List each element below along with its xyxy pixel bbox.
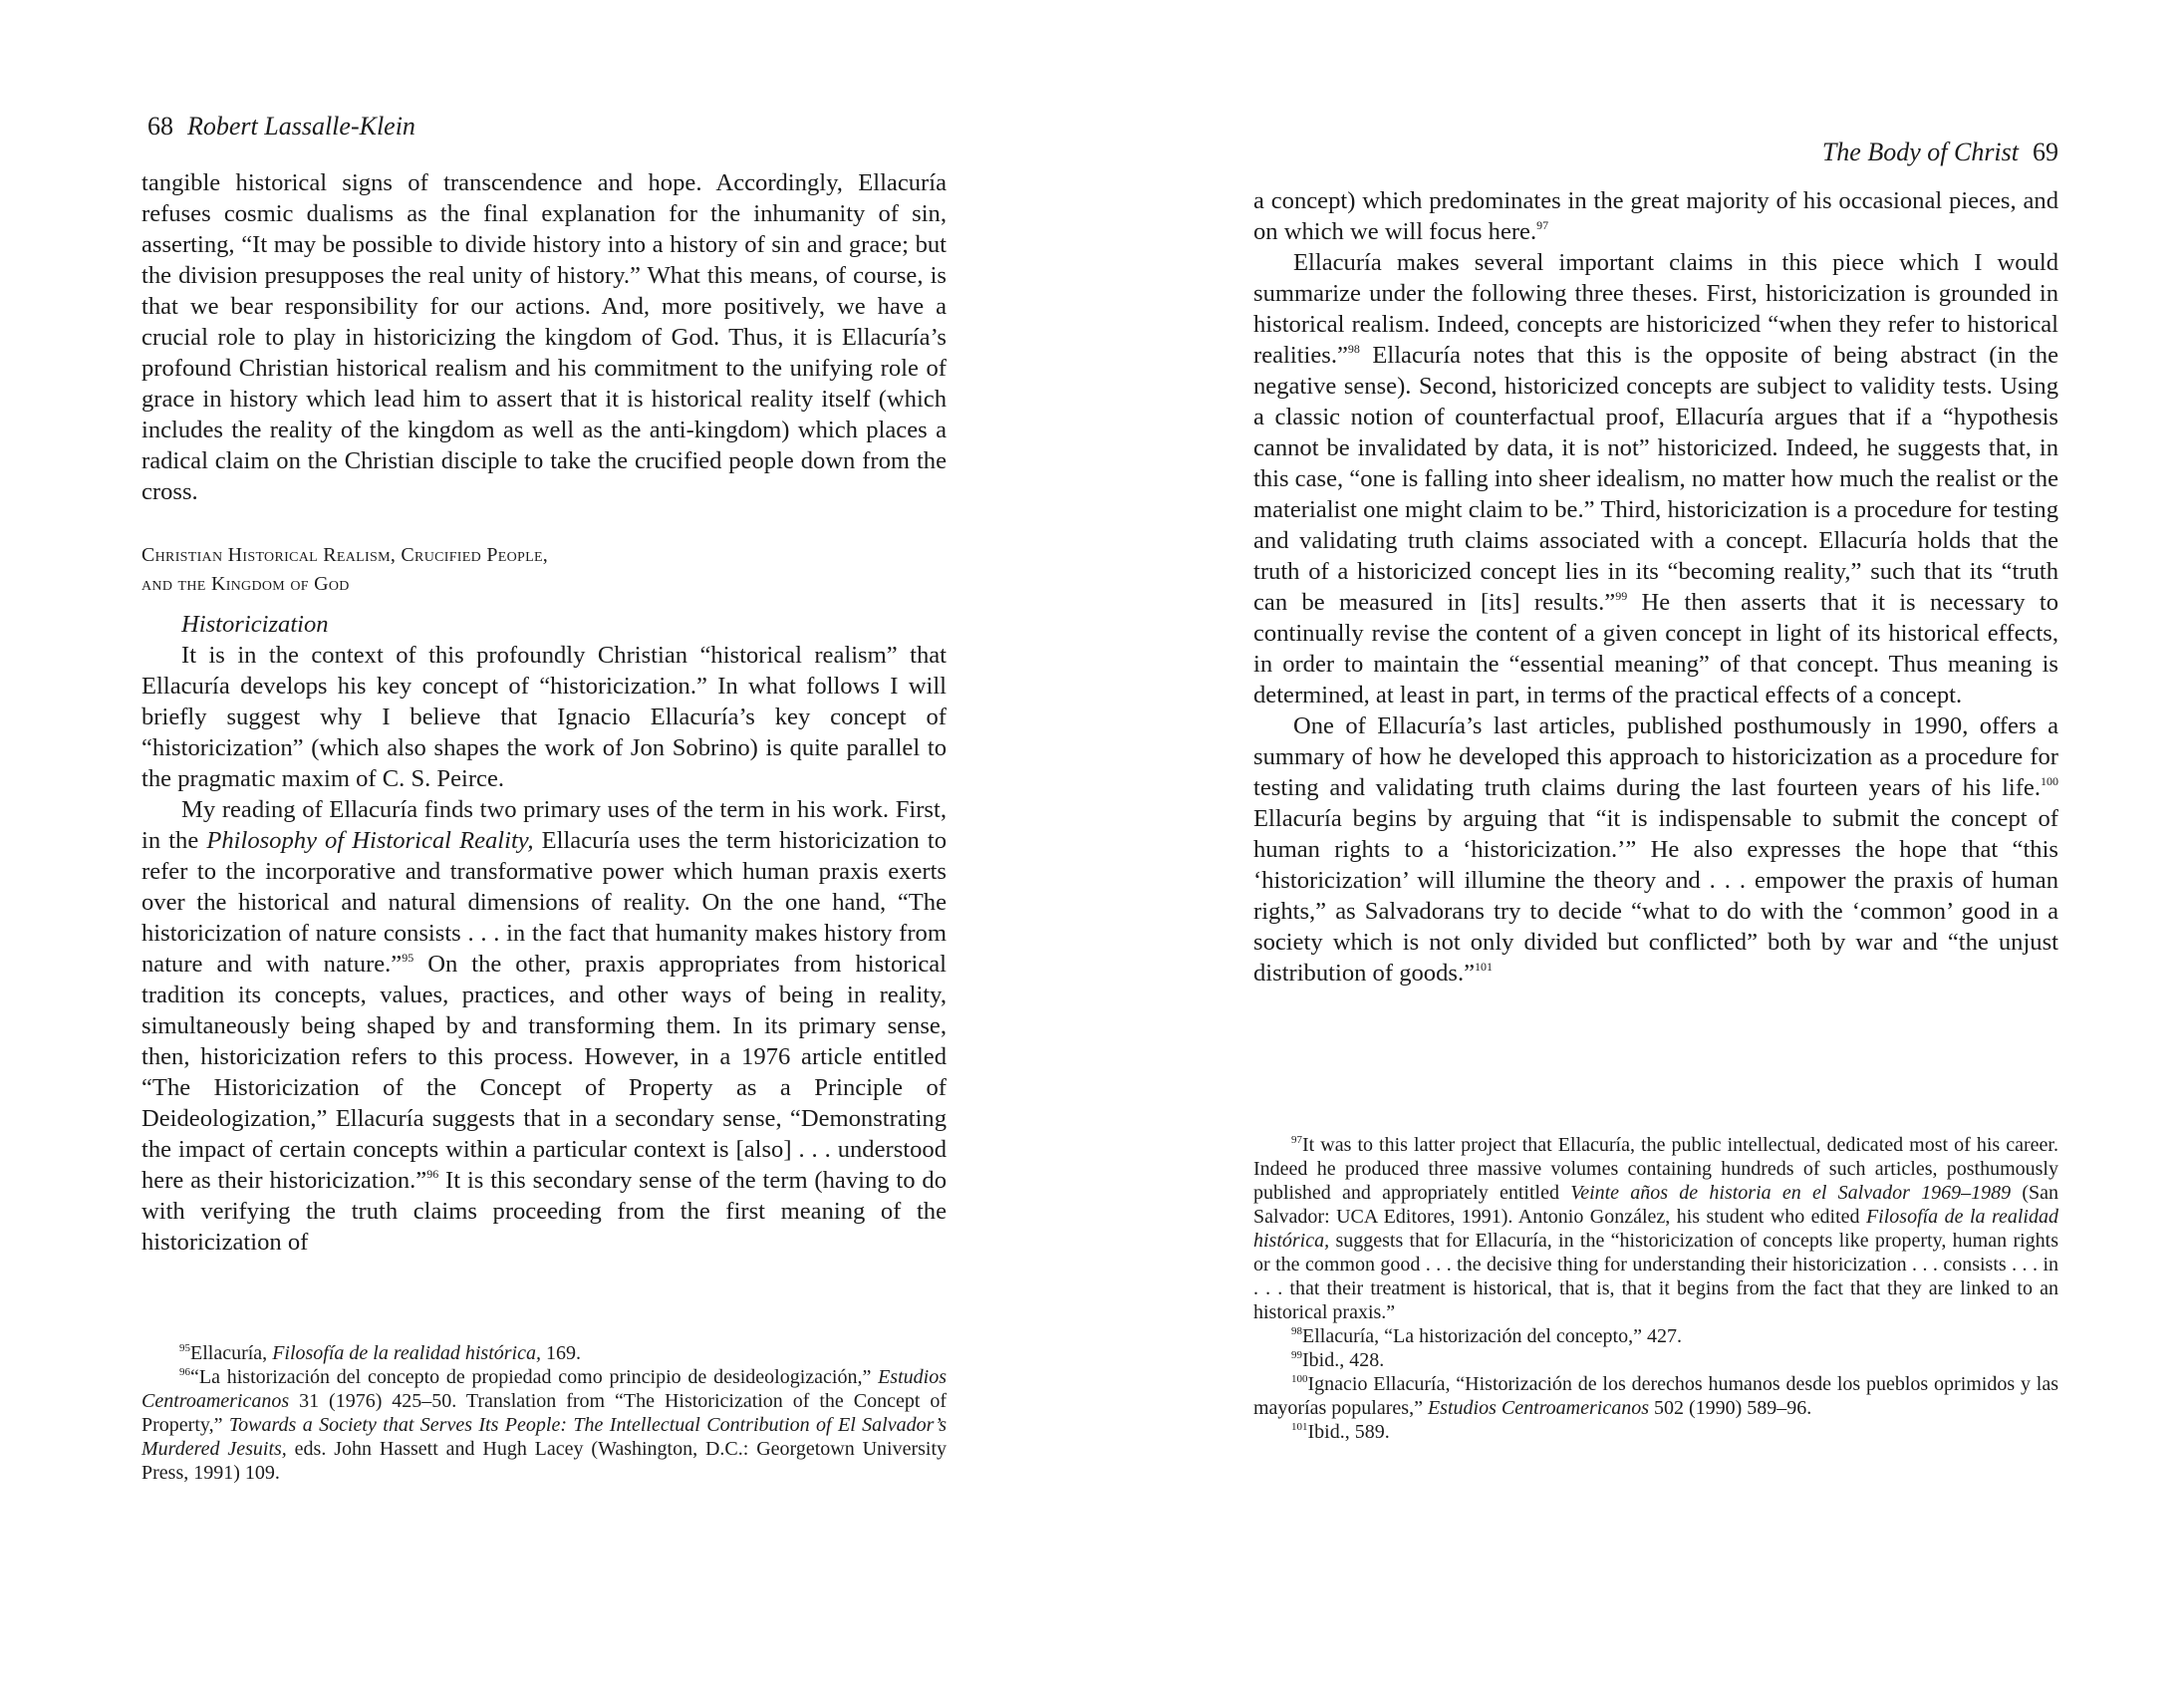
paragraph xyxy=(141,794,947,1258)
text-run: One of Ellacuría’s last articles, published posthumously in 1990, offers a summary of how he developed this approach to historicization as a procedure for testing and validating truth claims during the last fourteen years of his life. xyxy=(1253,712,2058,801)
text-run: Ellacuría notes that this is the opposite of being abstract (in the negative sense). Second, historicized concepts are subject to validity tests. Using a classic notion of counterfactual proof, Ellacuría argues that if a “hypothesis cannot be invalidated by data, it is not” historicized. Indeed, he suggests that, in this case, “one is falling into sheer idealism, no matter how much the realist or the materialist one might claim to be.” Third, historicization is a procedure for testing and validating truth claims associated with a concept. Ellacuría holds that the truth of a historicized concept lies in its “becoming reality,” such that its “truth can be measured in [its] results.” xyxy=(1253,342,2058,616)
text-run: Ibid., 589. xyxy=(1307,1421,1390,1443)
footnote-ref[interactable]: 100 xyxy=(2041,774,2058,788)
text-run: Ibid., 428. xyxy=(1302,1349,1385,1371)
paragraph xyxy=(1253,185,2058,247)
journal-title: Estudios Centroamericanos xyxy=(141,1366,947,1412)
footnote-ref[interactable]: 99 xyxy=(1615,589,1628,603)
text-run: Ellacuría begins by arguing that “it is indispensable to submit the concept of human rights to a ‘historicization.’” He also expresses the hope that “this ‘historicization’ will illumine the theory and . . . empower the praxis of human rights,” as Salvadorans try to decide “what to do with the ‘common’ good in a society which is not only divided but conflicted” both by war and “the unjust distribution of goods.” xyxy=(1253,805,2058,987)
text-run: a concept) which predominates in the great majority of his occasional pieces, and on which we will focus here. xyxy=(1253,187,2058,245)
work-title: Veinte años de historia en el Salvador 1969–1989 xyxy=(1570,1182,2012,1204)
footnote-ref[interactable]: 97 xyxy=(1536,218,1549,232)
footnote-number: 99 xyxy=(1291,1349,1302,1361)
text-run: It was to this latter project that Ellacuría, the public intellectual, dedicated most of his career. Indeed he produced three massive volumes containing hundreds of such articles, posthumously published and appropriately entitled xyxy=(1253,1134,2058,1204)
left-page xyxy=(141,0,947,1698)
footnote xyxy=(1253,1372,2058,1420)
paragraph xyxy=(1253,247,2058,710)
subsection-heading: Historicization xyxy=(181,611,329,638)
page-number-left: 68 xyxy=(147,112,173,141)
footnotes-right xyxy=(1253,1133,2058,1444)
journal-title: Estudios Centroamericanos xyxy=(1427,1397,1649,1419)
footnote-number: 98 xyxy=(1291,1325,1302,1337)
footnote-number: 97 xyxy=(1291,1134,1302,1146)
text-run: “La historización del concepto de propiedad como principio de desideologización,” xyxy=(190,1366,879,1388)
text-run: Ellacuría makes several important claims in this piece which I would summarize under the following three theses. First, historicization is grounded in historical realism. Indeed, concepts are historicized “when they refer to historical realities.” xyxy=(1253,249,2058,369)
work-title: Filosofía de la realidad histórica, xyxy=(272,1342,541,1364)
footnote xyxy=(1253,1348,2058,1372)
text-run: Ellacuría uses the term historicization to refer to the incorporative and transformative power which human praxis exerts over the historical and natural dimensions of reality. On the one hand, “The historicization of nature consists . . . in the fact that humanity makes history from nature and with nature.” xyxy=(141,827,947,978)
footnote-ref[interactable]: 101 xyxy=(1475,960,1494,974)
footnotes-left xyxy=(141,1341,947,1485)
text-run: Ellacuría, xyxy=(190,1342,273,1364)
text-run: 502 (1990) 589–96. xyxy=(1648,1397,1812,1419)
text-run: eds. John Hassett and Hugh Lacey (Washington, D.C.: Georgetown University Press, 1991) 109. xyxy=(141,1438,948,1484)
work-title: Filosofía de la realidad histórica, xyxy=(1253,1206,2058,1252)
body-text-right xyxy=(1253,185,2058,989)
text-run: He then asserts that it is necessary to continually revise the content of a given concept in light of its historical effects, in order to maintain the “essential meaning” of that concept. Thus meaning is determined, at least in part, in terms of the practical effects of a concept. xyxy=(1253,589,2058,708)
section-heading-line: and the Kingdom of God xyxy=(141,573,350,595)
footnote xyxy=(1253,1420,2058,1444)
text-run: suggests that for Ellacuría, in the “historicization of concepts like property, human rights or the common good . . . the decisive thing for understanding their historicization . . . consists . . . in . . . that their treatment is historical, that is, that it begins from the fact that they are linked to an historical praxis.” xyxy=(1253,1230,2058,1323)
text-run: Ignacio Ellacuría, “Historización de los derechos humanos desde los pueblos oprimidos y las mayorías populares,” xyxy=(1253,1373,2058,1419)
section-heading xyxy=(141,541,947,599)
footnote xyxy=(141,1365,947,1485)
text-run: My reading of Ellacuría finds two primary uses of the term in his work. First, in the xyxy=(141,796,947,854)
work-title: Towards a Society that Serves Its People: The Intellectual Contribution of El Salvador’s Murdered Jesuits, xyxy=(141,1414,947,1460)
text-run: 31 (1976) 425–50. Translation from “The Historicization of the Concept of Property,” xyxy=(141,1390,947,1436)
body-text-left xyxy=(141,167,947,1258)
footnote xyxy=(1253,1324,2058,1348)
paragraph: tangible historical signs of transcendence and hope. Accordingly, Ellacuría refuses cosmic dualisms as the final explanation for the inhumanity of sin, asserting, “It may be possible to divide history into a history of sin and grace; but the division presupposes the real unity of history.” What this means, of course, is that we bear responsibility for our actions. And, more positively, we have a crucial role to play in historicizing the kingdom of God. Thus, it is Ellacuría’s profound Christian historical realism and his commitment to the unifying role of grace in history which lead him to assert that it is historical reality itself (which includes the reality of the kingdom as well as the anti-kingdom) which places a radical claim on the Christian disciple to take the crucified people down from the cross. xyxy=(141,169,947,505)
right-page xyxy=(1253,0,2058,1698)
footnote-number: 101 xyxy=(1291,1421,1308,1433)
paragraph xyxy=(1253,710,2058,989)
running-head-book-title: The Body of Christ xyxy=(1821,138,2019,166)
footnote-ref[interactable]: 98 xyxy=(1347,342,1360,356)
footnote xyxy=(1253,1133,2058,1324)
footnote-ref[interactable]: 95 xyxy=(402,951,414,965)
text-run: 169. xyxy=(541,1342,581,1364)
running-head-left xyxy=(147,112,415,142)
paragraph: It is in the context of this profoundly Christian “historical realism” that Ellacuría develops his key concept of “historicization.” In what follows I will briefly suggest why I believe that Ignacio Ellacuría’s key concept of “historicization” (which also shapes the work of Jon Sobrino) is quite parallel to the pragmatic maxim of C. S. Peirce. xyxy=(141,642,947,792)
work-title: Philosophy of Historical Reality, xyxy=(206,827,534,854)
footnote-number: 100 xyxy=(1291,1373,1308,1385)
page-number-right: 69 xyxy=(2033,138,2058,166)
running-head-author: Robert Lassalle-Klein xyxy=(187,112,415,141)
text-run: On the other, praxis appropriates from historical tradition its concepts, values, practices, and other ways of being in reality, simultaneously being shaped by and transforming them. In its primary sense, then, historicization refers to this process. However, in a 1976 article entitled “The Historicization of the Concept of Property as a Principle of Deideologization,” Ellacuría suggests that in a secondary sense, “Demonstrating the impact of certain concepts within a particular context is [also] . . . understood here as their historicization.” xyxy=(141,951,947,1194)
footnote xyxy=(141,1341,947,1365)
text-run: Ellacuría, “La historización del concepto,” 427. xyxy=(1302,1325,1682,1347)
footnote-ref[interactable]: 96 xyxy=(426,1167,439,1181)
text-run: (San Salvador: UCA Editores, 1991). Antonio González, his student who edited xyxy=(1253,1182,2058,1228)
text-run: It is this secondary sense of the term (having to do with verifying the truth claims proceeding from the first meaning of the historicization of xyxy=(141,1167,947,1256)
footnote-number: 95 xyxy=(179,1342,190,1354)
running-head-right xyxy=(1822,138,2058,167)
section-heading-line: Christian Historical Realism, Crucified People, xyxy=(141,544,549,566)
footnote-number: 96 xyxy=(179,1366,190,1378)
